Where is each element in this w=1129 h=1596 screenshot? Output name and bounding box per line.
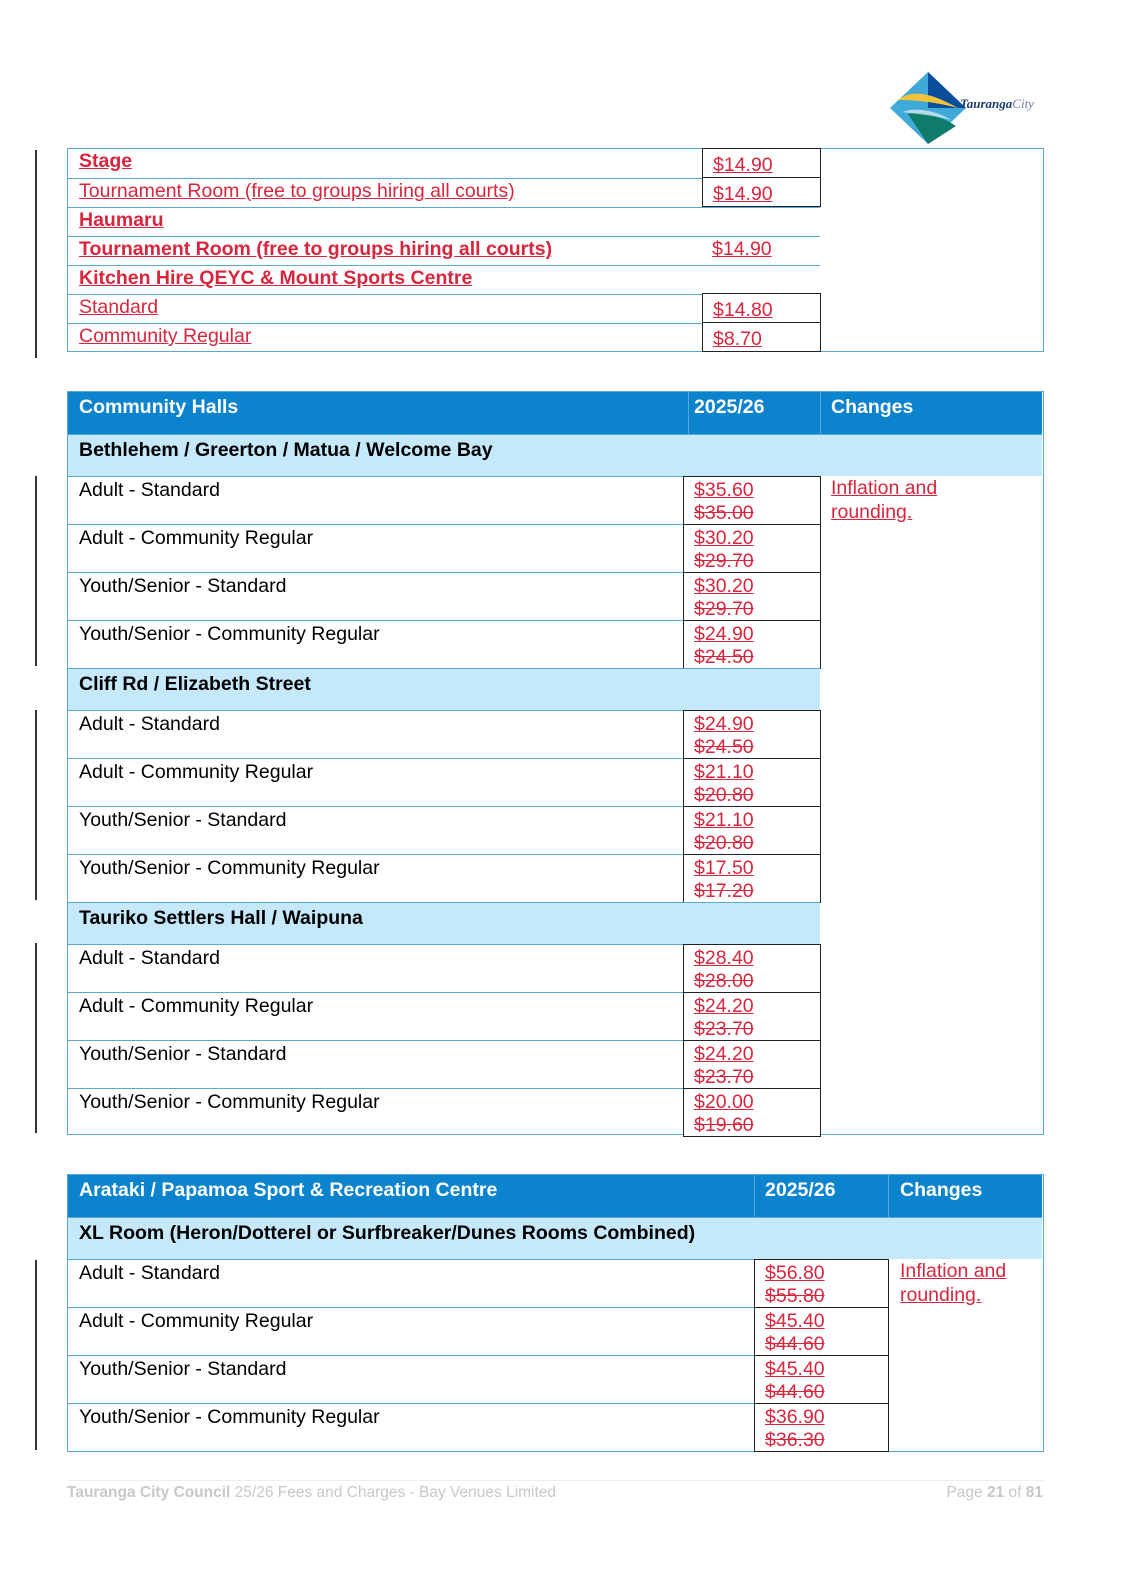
venue-fees-table-top — [67, 148, 1044, 352]
new-price: $17.50 — [694, 857, 754, 879]
new-price: $30.20 — [694, 575, 754, 597]
header-title: Arataki / Papamoa Sport & Recreation Centre — [79, 1179, 498, 1201]
table-row — [68, 758, 683, 806]
old-price: $28.00 — [694, 970, 754, 992]
price-cell — [754, 1259, 889, 1308]
price-cell — [702, 322, 821, 352]
table-row — [68, 236, 820, 265]
row-label: Adult - Standard — [79, 479, 220, 501]
price-cell — [683, 710, 821, 759]
price-cell — [683, 476, 821, 525]
row-label: Tournament Room (free to groups hiring all courts) — [79, 180, 515, 202]
section-heading — [68, 1217, 1042, 1259]
header-title: Community Halls — [79, 396, 239, 418]
old-price: $35.00 — [694, 502, 754, 524]
table-row — [68, 944, 683, 992]
change-bar — [35, 150, 37, 358]
table-row — [68, 806, 683, 854]
section-heading-text: XL Room (Heron/Dotterel or Surfbreaker/Dunes Rooms Combined) — [79, 1222, 696, 1244]
row-label: Youth/Senior - Standard — [79, 575, 287, 597]
table-row — [68, 207, 820, 236]
change-bar — [35, 1260, 37, 1450]
price-cell — [683, 524, 821, 573]
price-cell — [683, 758, 821, 807]
row-label: Community Regular — [79, 325, 252, 347]
price-value: $8.70 — [713, 328, 762, 350]
row-label: Youth/Senior - Standard — [79, 1043, 287, 1065]
old-price: $29.70 — [694, 550, 754, 572]
row-label: Adult - Community Regular — [79, 761, 314, 783]
price-cell — [702, 177, 821, 207]
row-label: Kitchen Hire QEYC & Mount Sports Centre — [79, 267, 473, 289]
new-price: $21.10 — [694, 809, 754, 831]
change-bar — [35, 710, 37, 900]
header-year: 2025/26 — [694, 396, 765, 418]
new-price: $35.60 — [694, 479, 754, 501]
row-label: Youth/Senior - Community Regular — [79, 1091, 380, 1113]
table-row — [68, 1088, 683, 1136]
header-changes: Changes — [831, 396, 914, 418]
table-row — [68, 1259, 754, 1307]
price-cell — [683, 620, 821, 669]
row-label: Adult - Community Regular — [79, 527, 314, 549]
row-label: Youth/Senior - Standard — [79, 809, 287, 831]
price-value: $14.90 — [712, 238, 772, 260]
old-price: $23.70 — [694, 1018, 754, 1040]
section-heading — [68, 668, 820, 710]
logo-text: TaurangaCity — [960, 96, 1034, 111]
new-price: $24.90 — [694, 713, 754, 735]
arataki-table — [67, 1174, 1044, 1452]
section-heading — [68, 434, 1042, 476]
table-row — [68, 1307, 754, 1355]
row-label: Youth/Senior - Community Regular — [79, 1406, 380, 1428]
old-price: $23.70 — [694, 1066, 754, 1088]
row-label: Stage — [79, 150, 133, 172]
old-price: $36.30 — [765, 1429, 825, 1451]
table-header — [68, 392, 1042, 434]
row-label: Youth/Senior - Community Regular — [79, 623, 380, 645]
new-price: $28.40 — [694, 947, 754, 969]
price-cell — [754, 1307, 889, 1356]
section-heading-text: Cliff Rd / Elizabeth Street — [79, 673, 311, 695]
row-label: Adult - Standard — [79, 947, 220, 969]
price-cell — [754, 1403, 889, 1452]
new-price: $20.00 — [694, 1091, 754, 1113]
row-label: Adult - Community Regular — [79, 1310, 314, 1332]
section-heading-text: Tauriko Settlers Hall / Waipuna — [79, 907, 363, 929]
new-price: $30.20 — [694, 527, 754, 549]
new-price: $21.10 — [694, 761, 754, 783]
section-heading — [68, 902, 820, 944]
price-cell — [702, 148, 821, 178]
row-label: Adult - Standard — [79, 713, 220, 735]
table-row — [68, 572, 683, 620]
new-price: $24.20 — [694, 995, 754, 1017]
old-price: $29.70 — [694, 598, 754, 620]
price-cell — [683, 944, 821, 993]
table-row — [68, 992, 683, 1040]
old-price: $24.50 — [694, 736, 754, 758]
price-cell — [683, 1088, 821, 1137]
header-changes: Changes — [900, 1179, 983, 1201]
price-cell — [702, 293, 821, 323]
section-heading-text: Bethlehem / Greerton / Matua / Welcome Bay — [79, 439, 493, 461]
old-price: $44.60 — [765, 1381, 825, 1403]
table-row — [68, 1403, 754, 1451]
table-row — [68, 265, 820, 294]
table-row — [68, 710, 683, 758]
price-value: $14.90 — [713, 183, 773, 205]
old-price: $20.80 — [694, 832, 754, 854]
footer-left: Tauranga City Council 25/26 Fees and Charges - Bay Venues Limited — [67, 1484, 557, 1501]
old-price: $55.80 — [765, 1285, 825, 1307]
price-cell — [683, 806, 821, 855]
new-price: $24.90 — [694, 623, 754, 645]
logo-mark-icon — [888, 70, 968, 146]
table-row — [68, 524, 683, 572]
old-price: $17.20 — [694, 880, 754, 902]
row-label: Adult - Standard — [79, 1262, 220, 1284]
row-label: Standard — [79, 296, 159, 318]
new-price: $36.90 — [765, 1406, 825, 1428]
old-price: $24.50 — [694, 646, 754, 668]
page-number: Page 21 of 81 — [946, 1484, 1043, 1501]
price-cell — [683, 992, 821, 1041]
old-price: $20.80 — [694, 784, 754, 806]
changes-note: Inflation and rounding. — [900, 1260, 1007, 1306]
price-cell — [683, 572, 821, 621]
row-label: Youth/Senior - Community Regular — [79, 857, 380, 879]
price-cell — [683, 1040, 821, 1089]
table-row — [68, 854, 683, 902]
change-bar — [35, 943, 37, 1133]
row-label: Youth/Senior - Standard — [79, 1358, 287, 1380]
new-price: $45.40 — [765, 1310, 825, 1332]
price-value: $14.90 — [713, 154, 773, 176]
header-year: 2025/26 — [765, 1179, 836, 1201]
price-cell — [683, 854, 821, 903]
row-label: Tournament Room (free to groups hiring all courts) — [79, 238, 553, 260]
table-row — [68, 620, 683, 668]
row-label: Haumaru — [79, 209, 164, 231]
changes-note: Inflation and rounding. — [831, 477, 938, 523]
table-row — [68, 1355, 754, 1403]
old-price: $19.60 — [694, 1114, 754, 1136]
table-row — [68, 476, 683, 524]
price-cell — [754, 1355, 889, 1404]
new-price: $56.80 — [765, 1262, 825, 1284]
table-header — [68, 1175, 1042, 1217]
new-price: $45.40 — [765, 1358, 825, 1380]
change-bar — [35, 476, 37, 666]
community-halls-table — [67, 391, 1044, 1135]
price-value: $14.80 — [713, 299, 773, 321]
table-row — [68, 1040, 683, 1088]
row-label: Adult - Community Regular — [79, 995, 314, 1017]
new-price: $24.20 — [694, 1043, 754, 1065]
old-price: $44.60 — [765, 1333, 825, 1355]
